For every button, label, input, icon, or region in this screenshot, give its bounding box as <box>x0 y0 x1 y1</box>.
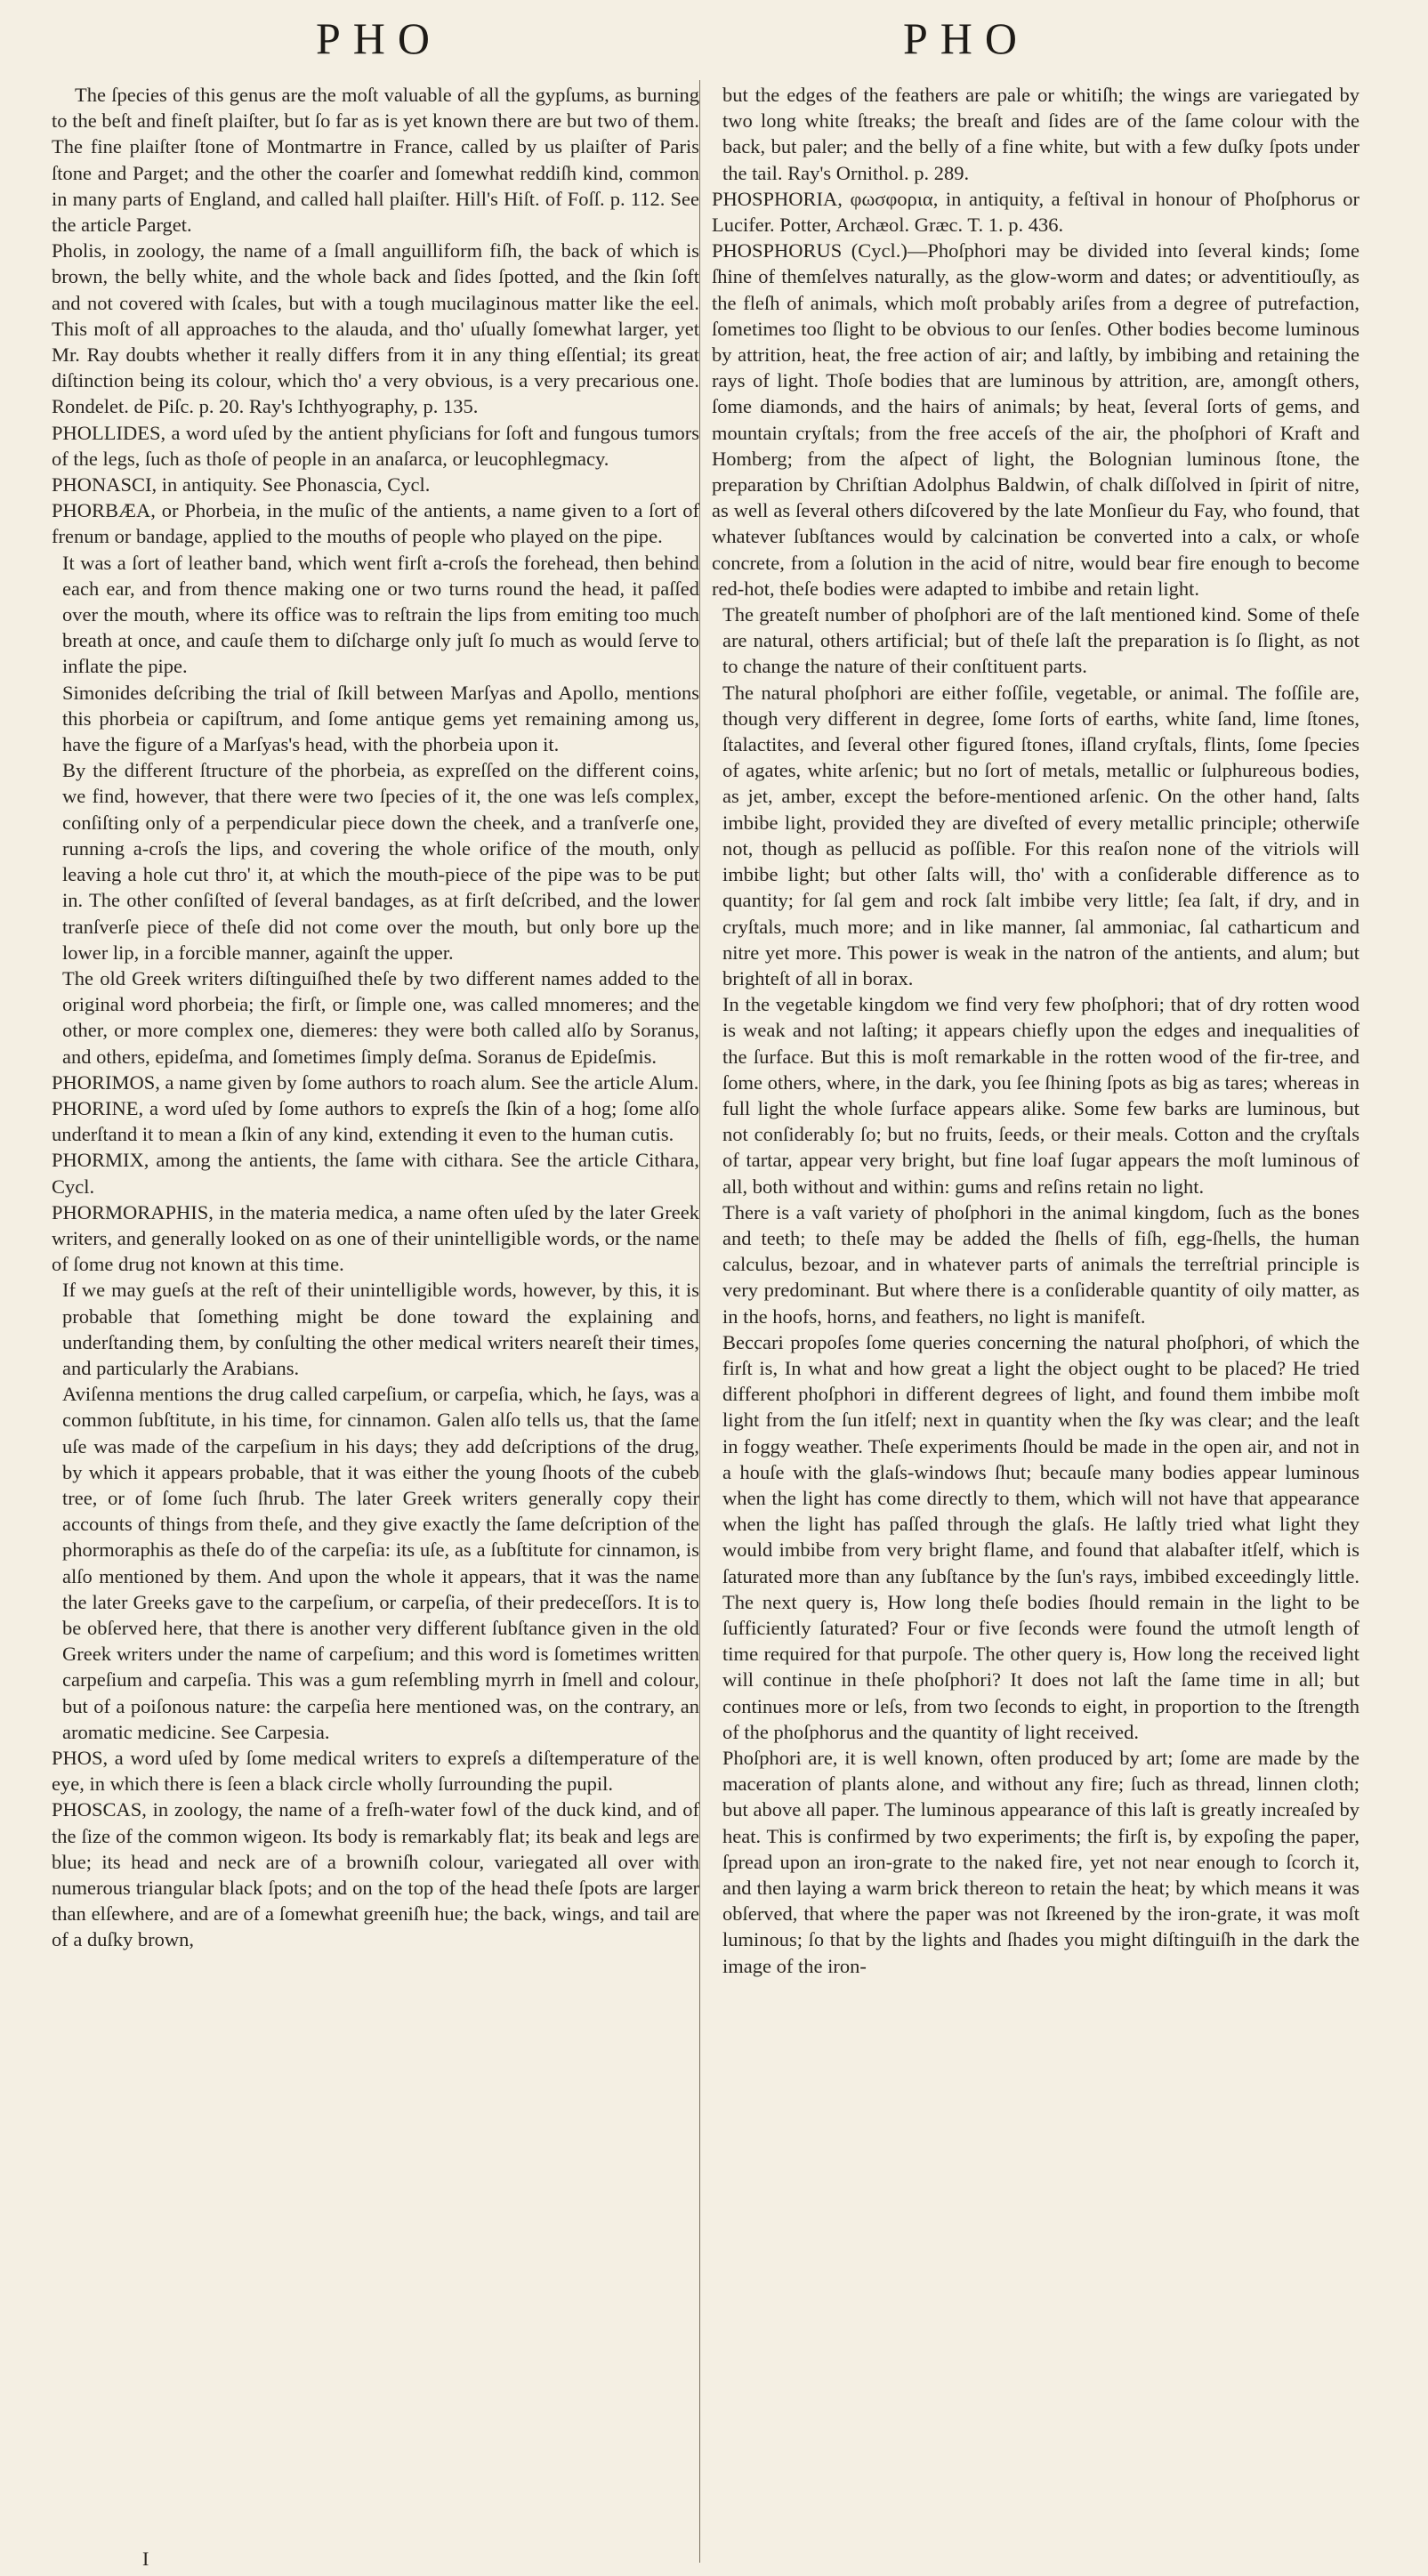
running-head-left: PHO <box>316 13 443 63</box>
entry-paragraph: In the vegetable kingdom we find very few phoſphori; that of dry rotten wood is weak and not laſting; it appears chiefly upon the edges and inequalities of the ſurface. But this is moſt remarkable in the rotten wood of the fir-tree, and ſome others, where, in the dark, you ſee ſhining ſpots as big as tares; whereas in full light the whole ſurface appears alike. Some few barks are luminous, but not conſiderably ſo; but no fruits, ſeeds, or their meals. Cotton and the cryſtals of tartar, appear very bright, but fine loaf ſugar appears the moſt luminous of all, both without and within: gums and reſins retain no light. <box>722 993 1359 1198</box>
dictionary-entry: Pholis, in zoology, the name of a ſmall anguilliform fiſh, the back of which is brown, the belly white, and the whole back and ſides ſpotted, and the ſkin ſoft and not covered with ſcales, but with a tough mucilaginous matter like the eel. This moſt of all approaches to the alauda, and tho' uſually ſomewhat larger, yet Mr. Ray doubts whether it really differs from it in any thing eſſential; its great diſtinction being its colour, which tho' a very obvious, is a very precarious one. Rondelet. de Piſc. p. 20. Ray's Ichthyography, p. 135. <box>52 239 699 418</box>
entry-paragraph: The old Greek writers diſtinguiſhed theſe by two different names added to the original word phorbeia; the firſt, or ſimple one, was called mnomeres; and the other, or more complex one, diemeres: they were both called alſo by Soranus, and others, epideſma, and ſometimes ſimply deſma. Soranus de Epideſmis. <box>62 966 699 1068</box>
dictionary-entry: PHOSPHORIA, φωσφορια, in antiquity, a feſtival in honour of Phoſphorus or Lucifer. Potter, Archæol. Græc. T. 1. p. 436. <box>712 187 1359 237</box>
dictionary-entry: PHORMORAPHIS, in the materia medica, a name often uſed by the later Greek writers, and generally looked on as one of their unintelligible words, or the name of ſome drug not known at this time. <box>52 1200 699 1276</box>
entry-paragraph: By the different ſtructure of the phorbeia, as expreſſed on the different coins, we find, however, that there were two ſpecies of it, the one was leſs complex, conſiſting only of a perpendicular piece down the cheek, and a tranſverſe one, running a-croſs the lips, and covering the whole orifice of the mouth, only leaving a hole cut thro' it, at which the mouth-piece of the pipe was to be put in. The other conſiſted of ſeveral bandages, as at firſt deſcribed, and the lower tranſverſe piece of theſe did not come over the mouth, but only bore up the lower lip, in a forcible manner, againſt the upper. <box>62 759 699 964</box>
dictionary-entry: PHOLLIDES, a word uſed by the antient phyſicians for ſoft and fungous tumors of the legs, ſuch as thoſe of people in an anaſarca, or leucophlegmacy. <box>52 421 699 470</box>
entry-paragraph: Beccari propoſes ſome queries concerning the natural phoſphori, of which the firſt is, In what and how great a light the object ought to be placed? He tried different phoſphori in different degrees of light, and found them imbibe moſt light from the ſun itſelf; next in quantity when the ſky was clear; and the leaſt in foggy weather. Theſe experiments ſhould be made in the open air, and not in a houſe with the glaſs-windows ſhut; becauſe many bodies appear luminous when the light has come directly to them, which will not have that appearance when the light has paſſed through the glaſs. He laſtly tried what light they would imbibe from very bright flame, and found that alabaſter itſelf, which is ſaturated more than any ſubſtance by the ſun's rays, imbibed exceedingly little. The next query is, How long theſe bodies ſhould remain in the light to be ſufficiently ſaturated? Four or five ſeconds were found the utmoſt length of time required for that purpoſe. The other query is, How long the received light will continue in theſe phoſphori? It does not laſt the ſame time in all; but continues more or leſs, from two ſeconds to eight, in proportion to the ſtrength of the phoſphorus and the quantity of light received. <box>722 1330 1359 1743</box>
entry-paragraph: Phoſphori are, it is well known, often produced by art; ſome are made by the maceration of plants alone, and without any fire; ſuch as thread, linnen cloth; but above all paper. The luminous appearance of this laſt is greatly increaſed by heat. This is confirmed by two experiments; the firſt is, by expoſing the paper, ſpread upon an iron-grate to the naked fire, yet not near enough to ſcorch it, and then laying a warm brick thereon to retain the heat; by which means it was obſerved, that where the paper was not ſkreened by the iron-grate, it was moſt luminous; ſo that by the lights and ſhades you might diſtinguiſh in the dark the image of the iron- <box>722 1747 1359 1977</box>
column-divider <box>699 80 700 2563</box>
dictionary-entry: PHORBÆA, or Phorbeia, in the muſic of the antients, a name given to a ſort of frenum or bandage, applied to the mouths of people who played on the pipe. <box>52 499 699 548</box>
right-column <box>712 82 1359 1979</box>
entry-paragraph: The natural phoſphori are either foſſile, vegetable, or animal. The foſſile are, though very different in degree, ſome ſorts of earths, white ſand, lime ſtones, ſtalactites, and ſeveral other figured ſtones, iſland cryſtals, flints, ſome ſpecies of agates, white arſenic; but no ſort of metals, metallic or ſulphureous bodies, as jet, amber, except the before-mentioned arſenic. On the other hand, ſalts imbibe light, provided they are diveſted of every metallic principle; otherwiſe not, though as pellucid as poſſible. For this reaſon none of the vitriols will imbibe light; but other ſalts will, tho' with a conſiderable difference as to quantity; for ſal gem and rock ſalt imbibe very little; ſea ſalt, if dry, and in cryſtals, much more; and in like manner, ſal ammoniac, ſal catharticum and nitre yet more. This power is weak in the natron of the antients, and alum; but brighteſt of all in borax. <box>722 681 1359 989</box>
entry-paragraph: It was a ſort of leather band, which went firſt a-croſs the forehead, then behind each ear, and from thence making one or two turns round the head, it paſſed over the mouth, where its office was to reſtrain the lips from emiting too much breath at once, and cauſe them to diſcharge only juſt ſo much as would ſerve to inflate the pipe. <box>62 551 699 678</box>
entry-paragraph: Aviſenna mentions the drug called carpeſium, or carpeſia, which, he ſays, was a common ſubſtitute, in his time, for cinnamon. Galen alſo tells us, that the ſame uſe was made of the carpeſium in his days; they add deſcriptions of the drug, by which it appears probable, that it was either the young ſhoots of the cubeb tree, or of ſome ſuch ſhrub. The later Greek writers generally copy their accounts of things from theſe, and they give exactly the ſame deſcription of the phormoraphis as theſe do of the carpeſia: its uſe, as a ſubſtitute for cinnamon, is alſo mentioned by them. And upon the whole it appears, that it was the name the later Greeks gave to the carpeſium, or carpeſia, of their predeceſſors. It is to be obſerved here, that there is another very different ſubſtance given in the old Greek writers under the name of carpeſium; and this word is ſometimes written carpeſium and carpeſia. This was a gum reſembling myrrh in ſmell and colour, but of a poiſonous nature: the carpeſia here mentioned was, on the contrary, an aromatic medicine. See Carpesia. <box>62 1383 699 1743</box>
dictionary-entry: PHOSCAS, in zoology, the name of a freſh-water fowl of the duck kind, and of the ſize of the common wigeon. Its body is remarkably flat; its beak and legs are blue; its head and neck are of a browniſh colour, variegated all over with numerous triangular black ſpots; and on the top of the head theſe ſpots are larger than elſewhere, and are of a ſomewhat greeniſh hue; the back, wings, and tail are of a duſky brown, <box>52 1798 699 1951</box>
dictionary-entry: PHORINE, a word uſed by ſome authors to expreſs the ſkin of a hog; ſome alſo underſtand it to mean a ſkin of any kind, extending it even to the human cutis. <box>52 1096 699 1146</box>
signature-mark: I <box>142 2548 149 2570</box>
dictionary-entry: PHORIMOS, a name given by ſome authors to roach alum. See the article Alum. <box>52 1070 699 1094</box>
entry-paragraph: The ſpecies of this genus are the moſt valuable of all the gypſums, as burning to the beſt and fineſt plaiſter, but ſo far as is yet known there are but two of them. The fine plaiſter ſtone of Montmartre in France, called by us plaiſter of Paris ſtone and Parget; and the other the coarſer and ſomewhat reddiſh kind, common in many parts of England, and called hall plaiſter. Hill's Hiſt. of Foſſ. p. 112. See the article Parget. <box>52 84 699 237</box>
entry-paragraph: Simonides deſcribing the trial of ſkill between Marſyas and Apollo, mentions this phorbeia or capiſtrum, and ſome antique gems yet remaining among us, have the figure of a Marſyas's head, with the phorbeia upon it. <box>62 681 699 756</box>
entry-paragraph: but the edges of the feathers are pale or whitiſh; the wings are variegated by two long white ſtreaks; the breaſt and ſides are of the ſame colour with the back, but paler; and the belly of a fine white, but with a few duſky ſpots under the tail. Ray's Ornithol. p. 289. <box>722 84 1359 184</box>
entry-paragraph: If we may gueſs at the reſt of their unintelligible words, however, by this, it is probable that ſomething might be done toward the explaining and underſtanding them, by conſulting the other medical writers neareſt their times, and particularly the Arabians. <box>62 1279 699 1379</box>
dictionary-entry: PHOSPHORUS (Cycl.)—Phoſphori may be divided into ſeveral kinds; ſome ſhine of themſelves naturally, as the glow-worm and dates; or adventitiouſly, as the fleſh of animals, which moſt probably ariſes from a degree of putrefaction, ſometimes too ſlight to be obvious to our ſenſes. Other bodies become luminous by attrition, heat, the free action of air; and laſtly, by imbibing and retaining the rays of light. Thoſe bodies that are luminous by attrition, are, amongſt others, ſome diamonds, and the hairs of animals; by heat, ſeveral ſorts of gems, and mountain cryſtals; from the free acceſs of the air, the phoſphori of Kraft and Homberg; from the aſpect of light, the Bolognian luminous ſtone, the preparation by Chriſtian Adolphus Baldwin, of chalk diſſolved in ſpirit of nitre, as well as ſeveral others diſcovered by the late Monſieur du Fay, who found, that whatever ſubſtances would by calcination be converted into a calx, or whoſe concrete, from a ſolution in the acid of nitre, would bear fire enough to become red-hot, theſe bodies were adapted to imbibe and retain light. <box>712 239 1359 600</box>
entry-paragraph: There is a vaſt variety of phoſphori in the animal kingdom, ſuch as the bones and teeth; to theſe may be added the ſhells of fiſh, egg-ſhells, the human calculus, bezoar, and in whatever parts of animals the terreſtrial principle is very predominant. But where there is a conſiderable quantity of oily matter, as in the hoofs, horns, and feathers, no light is manifeſt. <box>722 1200 1359 1328</box>
running-head-right: PHO <box>903 13 1030 63</box>
dictionary-entry: PHOS, a word uſed by ſome medical writers to expreſs a diſtemperature of the eye, in which there is ſeen a black circle wholly ſurrounding the pupil. <box>52 1747 699 1796</box>
dictionary-entry: PHONASCI, in antiquity. See Phonascia, Cycl. <box>52 473 431 497</box>
left-column <box>52 82 699 1953</box>
dictionary-entry: PHORMIX, among the antients, the ſame with cithara. See the article Cithara, Cycl. <box>52 1149 699 1198</box>
entry-paragraph: The greateſt number of phoſphori are of the laſt mentioned kind. Some of theſe are natural, others artificial; but of theſe laſt the preparation is ſo ſlight, as not to change the nature of their conſtituent parts. <box>722 603 1359 678</box>
